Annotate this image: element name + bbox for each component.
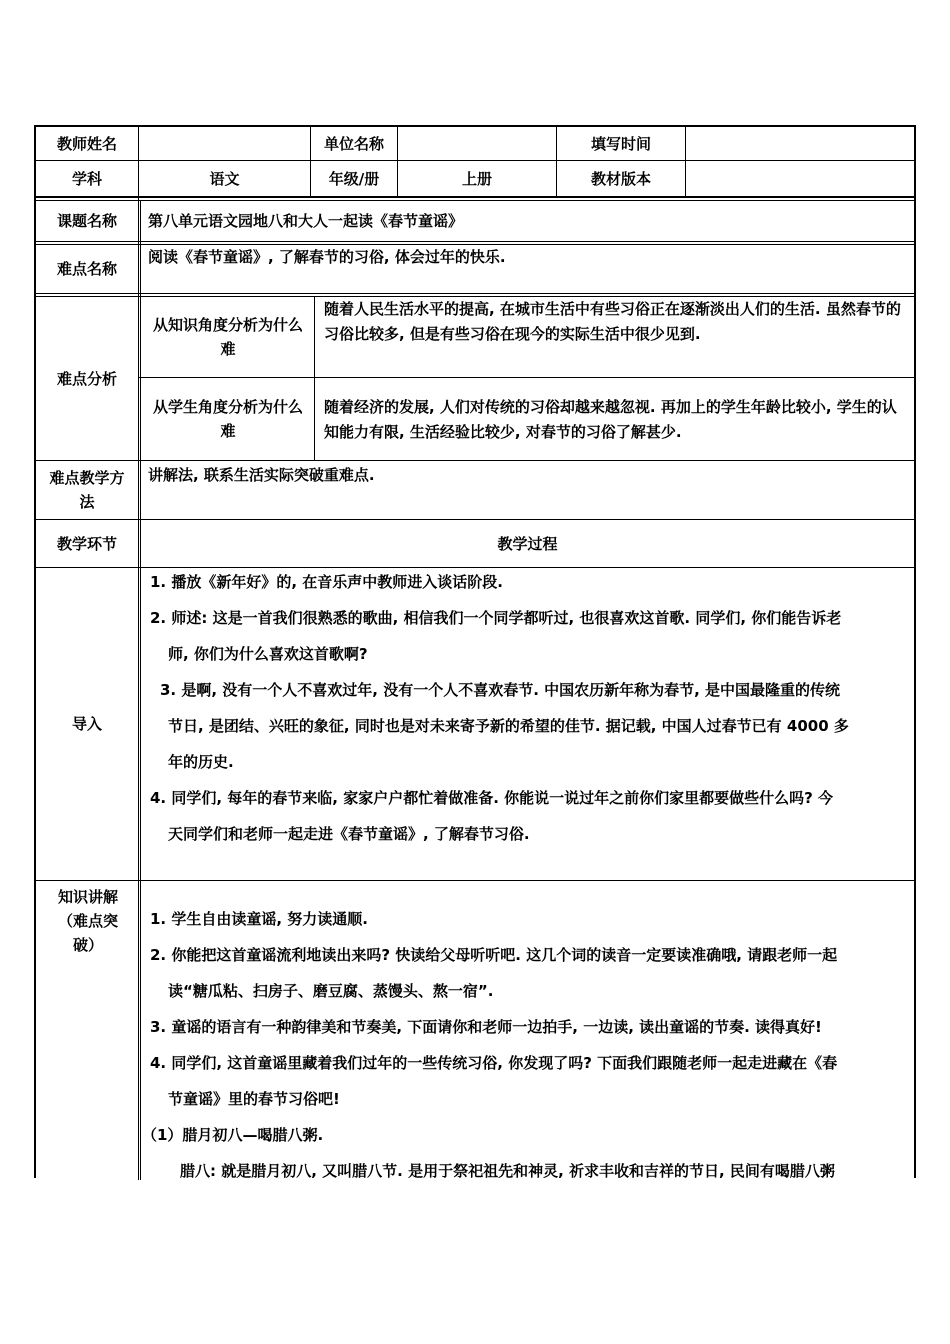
knowledge-line: 节童谣》里的春节习俗吧! [168, 1090, 340, 1108]
grade-value: 上册 [461, 169, 492, 188]
knowledge-line: 读“糖瓜粘、扫房子、磨豆腐、蒸馒头、熬一宿”. [168, 982, 494, 1000]
row-divider [36, 200, 914, 201]
analysis-label: 难点分析 [56, 369, 117, 388]
student-angle-text: 随着经济的发展, 人们对传统的习俗却越来越忽视. 再加上的学生年龄比较小, 学生的认知能力有限, 生活经验比较少, 对春节的习俗了解甚少. [324, 398, 897, 441]
student-angle-label: 从学生角度分析为什么难 [152, 398, 303, 440]
row-divider [36, 196, 914, 198]
topic-label: 课题名称 [56, 212, 117, 230]
grade-label: 年级/册 [328, 169, 380, 188]
intro-line: 2. 师述: 这是一首我们很熟悉的歌曲, 相信我们一个同学都听过, 也很喜欢这首歌. 同学们, 你们能告诉老 [150, 609, 842, 627]
process-header-label: 教学过程 [497, 534, 558, 553]
date-label: 填写时间 [590, 135, 651, 153]
unit-value [398, 127, 556, 161]
intro-label: 导入 [71, 715, 102, 733]
difficulty-value: 阅读《春节童谣》, 了解春节的习俗, 体会过年的快乐. [148, 248, 506, 266]
stage-header-label: 教学环节 [56, 534, 117, 553]
date-value [686, 127, 914, 161]
method-label: 难点教学方法 [49, 469, 125, 511]
knowledge-content [142, 901, 910, 1189]
intro-content [150, 564, 910, 852]
row-divider [36, 460, 914, 461]
knowledge-line: 3. 童谣的语言有一种韵律美和节奏美, 下面请你和老师一边拍手, 一边读, 读出童谣的节奏. 读得真好! [150, 1018, 822, 1036]
intro-line: 3. 是啊, 没有一个人不喜欢过年, 没有一个人不喜欢春节. 中国农历新年称为春节, 是中国最隆重的传统 [160, 681, 841, 699]
lesson-plan-table [34, 125, 916, 1178]
teacher-value [139, 127, 310, 161]
method-value: 讲解法, 联系生活实际突破重难点. [148, 466, 375, 484]
intro-line: 4. 同学们, 每年的春节来临, 家家户户都忙着做准备. 你能说一说过年之前你们家里都要做些什么吗? 今 [150, 789, 834, 807]
teacher-label: 教师姓名 [56, 135, 117, 153]
knowledge-line: 1. 学生自由读童谣, 努力读通顺. [150, 910, 368, 928]
knowledge-angle-label: 从知识角度分析为什么难 [152, 316, 303, 358]
textbook-value [686, 161, 914, 196]
unit-label: 单位名称 [323, 135, 384, 153]
subject-value: 语文 [209, 169, 240, 188]
topic-value: 第八单元语文园地八和大人一起读《春节童谣》 [148, 212, 464, 230]
column-divider [314, 296, 315, 460]
textbook-label: 教材版本 [590, 169, 651, 188]
knowledge-line: （1）腊月初八—喝腊八粥. [142, 1126, 324, 1144]
column-divider [140, 200, 141, 1180]
intro-line: 1. 播放《新年好》的, 在音乐声中教师进入谈话阶段. [150, 573, 503, 591]
knowledge-line: 2. 你能把这首童谣流利地读出来吗? 快读给父母听听吧. 这几个词的读音一定要读准确哦, 请跟老师一起 [150, 946, 838, 964]
row-divider [36, 880, 914, 881]
knowledge-line: 腊八: 就是腊月初八, 又叫腊八节. 是用于祭祀祖先和神灵, 祈求丰收和吉祥的节日, 民间有喝腊八粥 [180, 1162, 835, 1180]
knowledge-angle-text: 随着人民生活水平的提高, 在城市生活中有些习俗正在逐渐淡出人们的生活. 虽然春节的习俗比较多, 但是有些习俗在现今的实际生活中很少见到. [324, 300, 901, 343]
knowledge-line: 4. 同学们, 这首童谣里藏着我们过年的一些传统习俗, 你发现了吗? 下面我们跟随老师一起走进藏在《春 [150, 1054, 838, 1072]
row-divider [36, 293, 914, 294]
column-divider [138, 127, 139, 1180]
subject-label: 学科 [71, 169, 102, 188]
difficulty-label: 难点名称 [56, 260, 117, 278]
intro-line: 年的历史. [168, 753, 234, 771]
row-divider [36, 241, 914, 242]
intro-line: 师, 你们为什么喜欢这首歌啊? [168, 645, 368, 663]
intro-line: 节日, 是团结、兴旺的象征, 同时也是对未来寄予新的希望的佳节. 据记载, 中国人过春节已有 4000 多 [168, 717, 849, 735]
intro-line: 天同学们和老师一起走进《春节童谣》, 了解春节习俗. [168, 825, 530, 843]
knowledge-label: 知识讲解（难点突破） [57, 888, 118, 954]
